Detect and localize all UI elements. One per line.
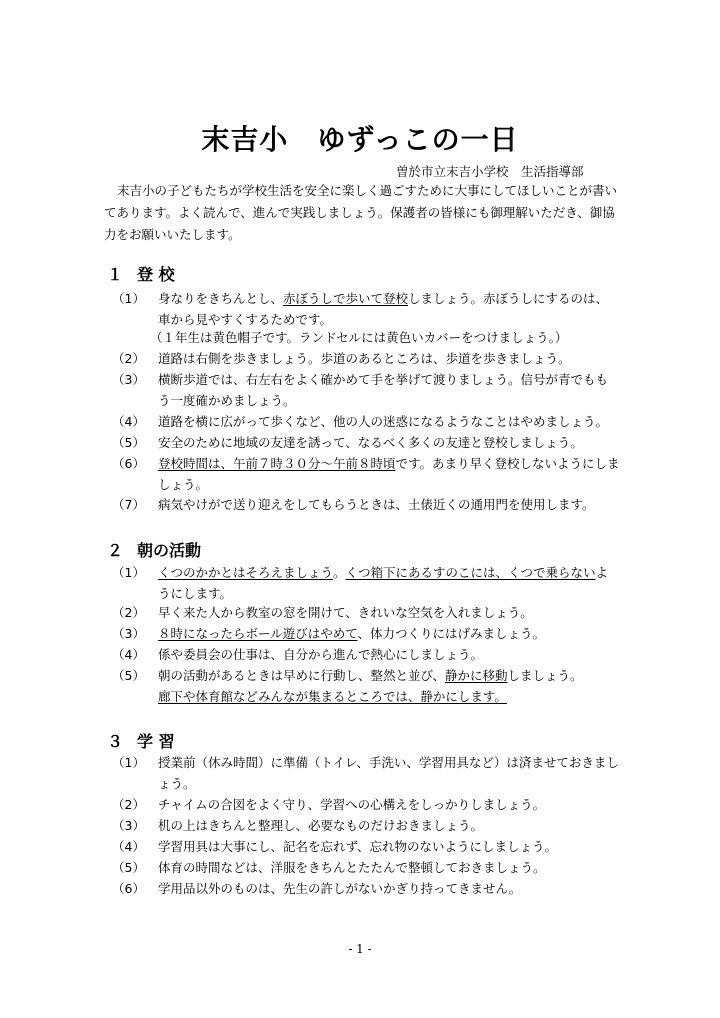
item-emphasis: くつのかかとはそろえましょう (158, 565, 334, 580)
item-mark: （2） (112, 797, 145, 812)
list-item (112, 602, 620, 623)
item-text: 。 (333, 565, 346, 580)
item-mark: （5） (112, 435, 145, 450)
item-mark: （1） (112, 565, 145, 580)
item-mark: （5） (112, 860, 145, 875)
item-mark: （3） (112, 818, 145, 833)
item-text: 係や委員会の仕事は、自分から進んで熱心にしましょう。 (158, 647, 484, 662)
item-text: 学習用具は大事にし、記名を忘れず、忘れ物のないようにしましょう。 (158, 839, 558, 854)
section-title: 朝の活動 (137, 541, 202, 560)
item-text: 授業前（休み時間）に準備（トイレ、手洗い、学習用具など）は済ませておきましょう。 (158, 755, 619, 791)
item-text: 早く来た人から教室の窓を開けて、きれいな空気を入れましょう。 (158, 605, 533, 620)
item-note: （１年生は黄色帽子です。ランドセルには黄色いカバーをつけましょう。） (150, 330, 568, 345)
list-item (112, 623, 620, 644)
item-text: 病気やけがで送り迎えをしてもらうときは、土俵近くの通用門を使用します。 (158, 497, 595, 512)
list-item (112, 857, 620, 878)
list-item (112, 752, 620, 794)
item-mark: （4） (112, 647, 145, 662)
item-text: 学用品以外のものは、先生の許しがないかぎり持ってきません。 (158, 881, 522, 896)
item-text: 道路は右側を歩きましょう。歩道のあるところは、歩道を歩きましょう。 (158, 351, 571, 366)
item-mark: （2） (112, 351, 145, 366)
item-mark: （1） (112, 755, 145, 770)
section-number: ２ (107, 541, 124, 560)
item-emphasis: 静かに移動 (445, 668, 508, 683)
item-text: しましょう。赤ぼうしにするのは、車から見やすくするためです。 (158, 291, 609, 327)
item-text: です。あまり早く登校しないようにしましょう。 (158, 456, 620, 492)
list-item (112, 288, 620, 330)
item-mark: （4） (112, 839, 145, 854)
intro-paragraph: 末吉小の子どもたちが学校生活を安全に楽しく過ごすために大事にしてほしいことが書いてあります。よく読んで、進んで実践しましょう。保護者の皆様にも御理解いただき、御協力をお願いいたします。 (104, 183, 618, 242)
item-mark: （2） (112, 605, 145, 620)
section-heading-1 (107, 262, 175, 285)
item-text: 体育の時間などは、洋服をきちんとたたんで整頓しておきましょう。 (158, 860, 546, 875)
list-item (112, 562, 620, 604)
item-mark: （7） (112, 497, 145, 512)
list-item (112, 494, 620, 515)
item-text: 朝の活動があるときは早めに行動し、整然と並び、 (158, 668, 446, 683)
item-text: 机の上はきちんと整理し、必要なものだけおきましょう。 (158, 818, 484, 833)
list-item (112, 644, 620, 665)
section-number: ３ (107, 732, 124, 751)
item-mark: （6） (112, 456, 145, 471)
item-emphasis: 登校時間は、午前７時３０分～午前８時頃 (158, 456, 396, 471)
item-note: 廊下や体育館などみんなが集まるところでは、静かにします。 (158, 689, 507, 704)
section-number: １ (107, 265, 124, 284)
section-heading-3 (107, 729, 175, 752)
item-text: 横断歩道では、右左右をよく確かめて手を挙げて渡りましょう。信号が青でももう一度確かめましょう。 (158, 372, 609, 408)
item-text: 身なりをきちんとし、 (158, 291, 284, 306)
list-item (112, 665, 620, 686)
section-heading-2 (107, 538, 201, 561)
list-item (112, 411, 620, 432)
item-mark: （4） (112, 414, 145, 429)
page-number: - 1 - (348, 942, 372, 956)
list-item (112, 348, 620, 369)
list-item (112, 836, 620, 857)
item-mark: （3） (112, 372, 145, 387)
item-emphasis: 赤ぼうしで歩いて登校 (283, 291, 409, 306)
list-item (112, 794, 620, 815)
list-item (112, 815, 620, 836)
item-mark: （3） (112, 626, 145, 641)
item-mark: （5） (112, 668, 145, 683)
item-mark: （6） (112, 881, 145, 896)
item-emphasis: くつ箱下にあるすのこには、くつで乗らない (345, 565, 596, 580)
item-text: ようにします。 (158, 565, 609, 601)
list-item (112, 432, 620, 453)
section-title: 学 習 (137, 732, 175, 751)
item-text: 安全のために地域の友達を誘って、なるべく多くの友達と登校しましょう。 (158, 435, 583, 450)
section-title: 登 校 (137, 265, 175, 284)
item-mark: （1） (112, 291, 145, 306)
page-title: 末吉小 ゆずっこの一日 (201, 123, 519, 156)
item-text: 道路を横に広がって歩くなど、他の人の迷惑になるようなことはやめましょう。 (158, 414, 609, 429)
item-text: チャイムの合図をよく守り、学習への心構えをしっかりしましょう。 (158, 797, 546, 812)
item-emphasis: ８時になったらボール遊びはやめて (158, 626, 358, 641)
list-item (112, 453, 620, 495)
list-item (112, 878, 620, 899)
list-item (112, 369, 620, 411)
author-line: 曽於市立末吉小学校 生活指導部 (396, 164, 584, 179)
item-text: しましょう。 (507, 668, 583, 683)
item-text: 、体力つくりにはげみましょう。 (357, 626, 546, 641)
